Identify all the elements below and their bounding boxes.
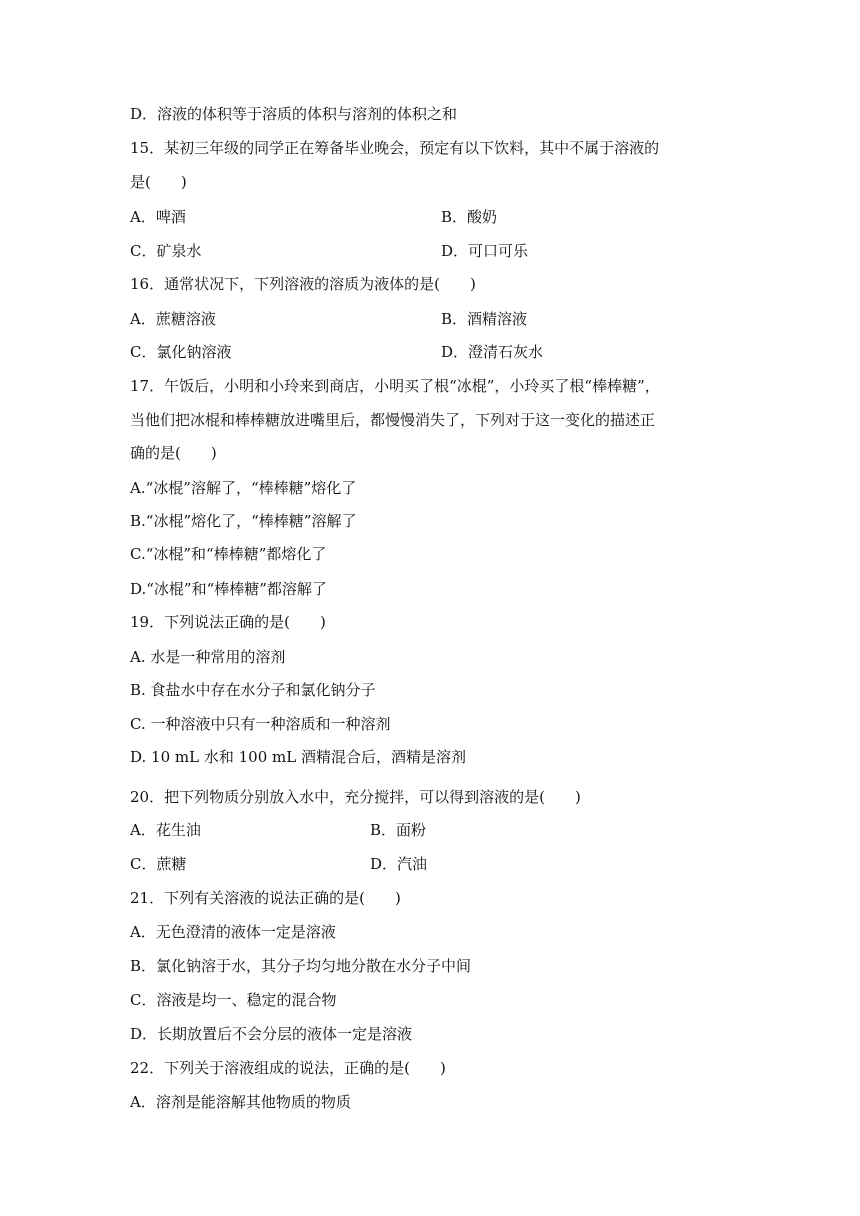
q15-option-a: A．啤酒: [130, 208, 186, 226]
q22-option-a: A．溶剂是能溶解其他物质的物质: [130, 1093, 351, 1111]
q15-option-d: D．可口可乐: [441, 242, 529, 260]
q20-option-d: D．汽油: [370, 855, 428, 873]
q16-option-a: A．蔗糖溶液: [130, 310, 216, 328]
q16-option-c: C．氯化钠溶液: [130, 343, 232, 361]
q21-stem: 21．下列有关溶液的说法正确的是( ): [130, 889, 401, 907]
q15-option-c: C．矿泉水: [130, 242, 202, 260]
q17-option-a: A.“冰棍”溶解了，“棒棒糖”熔化了: [130, 479, 357, 497]
q21-option-d: D．长期放置后不会分层的液体一定是溶液: [130, 1025, 413, 1043]
q19-option-c: C. 一种溶液中只有一种溶质和一种溶剂: [130, 715, 391, 733]
q19-stem: 19．下列说法正确的是( ): [130, 613, 326, 631]
q20-option-b: B．面粉: [370, 821, 427, 839]
q17-stem-line3: 确的是( ): [130, 444, 217, 462]
q21-option-a: A．无色澄清的液体一定是溶液: [130, 923, 336, 941]
q22-stem: 22．下列关于溶液组成的说法，正确的是( ): [130, 1059, 446, 1077]
q20-option-c: C．蔗糖: [130, 855, 187, 873]
q19-option-a: A. 水是一种常用的溶剂: [130, 648, 286, 666]
q17-stem-line1: 17．午饭后，小明和小玲来到商店，小明买了根“冰棍”，小玲买了根“棒棒糖”，: [130, 377, 660, 395]
q21-option-c: C．溶液是均一、稳定的混合物: [130, 991, 337, 1009]
q21-option-b: B．氯化钠溶于水，其分子均匀地分散在水分子中间: [130, 957, 472, 975]
q16-option-d: D．澄清石灰水: [441, 343, 544, 361]
q20-stem: 20．把下列物质分别放入水中，充分搅拌，可以得到溶液的是( ): [130, 788, 581, 806]
q19-option-b: B. 食盐水中存在水分子和氯化钠分子: [130, 681, 376, 699]
q17-option-b: B.“冰棍”熔化了，“棒棒糖”溶解了: [130, 512, 357, 530]
q15-option-b: B．酸奶: [441, 208, 498, 226]
q19-option-d: D. 10 mL 水和 100 mL 酒精混合后，酒精是溶剂: [130, 748, 466, 766]
q17-option-d: D.“冰棍”和“棒棒糖”都溶解了: [130, 580, 327, 598]
q17-option-c: C.“冰棍”和“棒棒糖”都熔化了: [130, 545, 327, 563]
q15-stem-line1: 15．某初三年级的同学正在筹备毕业晚会，预定有以下饮料，其中不属于溶液的: [130, 139, 660, 157]
q20-option-a: A．花生油: [130, 821, 201, 839]
q17-stem-line2: 当他们把冰棍和棒棒糖放进嘴里后，都慢慢消失了，下列对于这一变化的描述正: [130, 411, 656, 429]
q16-option-b: B．酒精溶液: [441, 310, 528, 328]
q14-option-d: D．溶液的体积等于溶质的体积与溶剂的体积之和: [130, 105, 458, 123]
q15-stem-line2: 是( ): [130, 173, 187, 191]
q16-stem: 16．通常状况下，下列溶液的溶质为液体的是( ): [130, 275, 476, 293]
